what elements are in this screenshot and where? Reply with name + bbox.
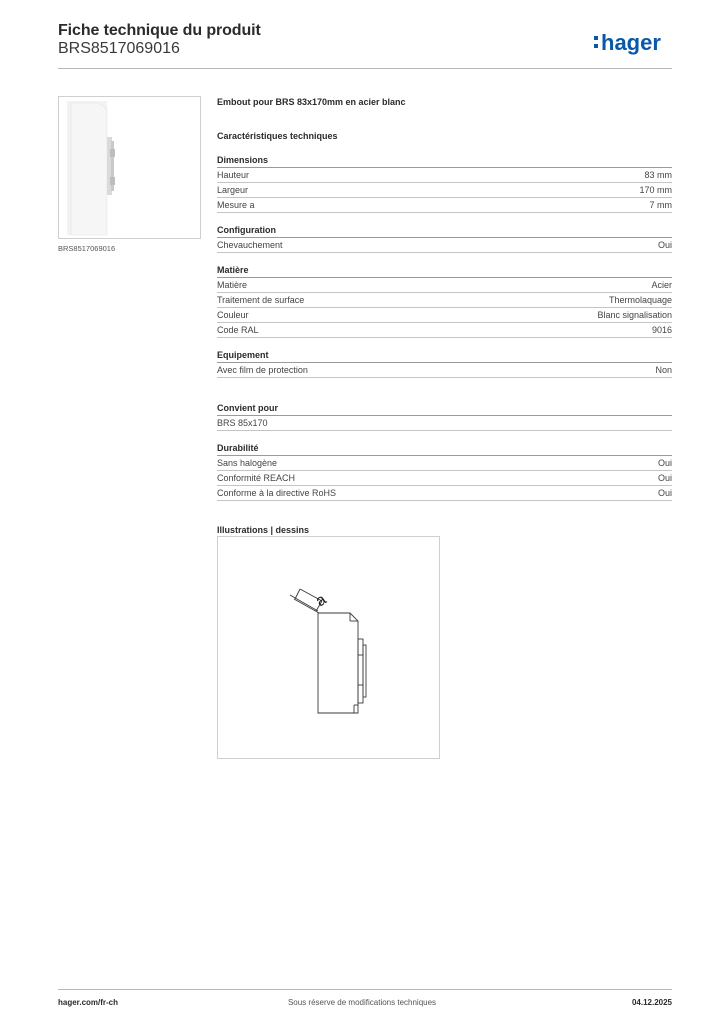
section-durabilite	[217, 441, 672, 501]
spec-row	[217, 416, 672, 431]
section-title: Matière	[217, 263, 672, 278]
spec-value: 83 mm	[644, 170, 672, 180]
spec-row	[217, 456, 672, 471]
spec-value: Oui	[657, 240, 672, 250]
spec-value: Oui	[657, 458, 672, 468]
spec-value: Oui	[657, 473, 672, 483]
section-title: Convient pour	[217, 401, 672, 416]
footer-divider	[58, 989, 672, 990]
spec-label: Mesure a	[217, 200, 255, 210]
section-equipement	[217, 348, 672, 378]
spec-content	[217, 95, 672, 537]
spec-row	[217, 293, 672, 308]
section-title: Equipement	[217, 348, 672, 363]
spec-label: Matière	[217, 280, 248, 290]
spec-label: Couleur	[217, 310, 249, 320]
spec-row	[217, 323, 672, 338]
spec-value: 170 mm	[639, 185, 672, 195]
spec-label: Traitement de surface	[217, 295, 305, 305]
product-thumbnail	[58, 96, 201, 239]
section-title: Dimensions	[217, 153, 672, 168]
spec-value: 7 mm	[649, 200, 672, 210]
spec-row	[217, 486, 672, 501]
spec-label: Avec film de protection	[217, 365, 308, 375]
technical-drawing-image	[218, 537, 439, 758]
spec-label: Conformité REACH	[217, 473, 296, 483]
section-convient	[217, 401, 672, 431]
spec-row	[217, 278, 672, 293]
thumbnail-caption: BRS8517069016	[58, 244, 116, 253]
spec-row	[217, 308, 672, 323]
footer-notice: Sous réserve de modifications techniques	[287, 998, 437, 1007]
svg-text:hager: hager	[601, 30, 661, 55]
technical-drawing	[217, 536, 440, 759]
footer-date: 04.12.2025	[631, 998, 672, 1007]
spec-value: Oui	[657, 488, 672, 498]
spec-value: 9016	[651, 325, 672, 335]
spec-label: Sans halogène	[217, 458, 278, 468]
header-divider	[58, 68, 672, 69]
spec-label: Conforme à la directive RoHS	[217, 488, 337, 498]
spec-label: Chevauchement	[217, 240, 283, 250]
section-dimensions	[217, 153, 672, 213]
specs-heading: Caractéristiques techniques	[217, 131, 338, 141]
spec-label: BRS 85x170	[217, 418, 268, 428]
spec-row	[217, 198, 672, 213]
spec-row	[217, 363, 672, 378]
section-title: Durabilité	[217, 441, 672, 456]
hager-logo	[592, 26, 674, 58]
dimension-label-a: a	[312, 591, 330, 611]
spec-label: Hauteur	[217, 170, 250, 180]
product-description: Embout pour BRS 83x170mm en acier blanc	[217, 97, 406, 107]
spec-value: Non	[655, 365, 672, 375]
illustrations-title: Illustrations | dessins	[217, 525, 310, 535]
section-title: Configuration	[217, 223, 672, 238]
footer-website[interactable]: hager.com/fr-ch	[58, 998, 119, 1007]
section-configuration	[217, 223, 672, 253]
spec-value: Thermolaquage	[608, 295, 672, 305]
spec-value: Acier	[651, 280, 672, 290]
spec-label: Code RAL	[217, 325, 259, 335]
spec-row	[217, 471, 672, 486]
spec-row	[217, 238, 672, 253]
product-thumbnail-image	[59, 97, 200, 238]
product-reference: BRS8517069016	[58, 40, 180, 57]
spec-value: Blanc signalisation	[597, 310, 672, 320]
section-matiere	[217, 263, 672, 338]
spec-row	[217, 168, 672, 183]
page-title: Fiche technique du produit	[58, 22, 261, 39]
spec-label: Largeur	[217, 185, 249, 195]
spec-row	[217, 183, 672, 198]
